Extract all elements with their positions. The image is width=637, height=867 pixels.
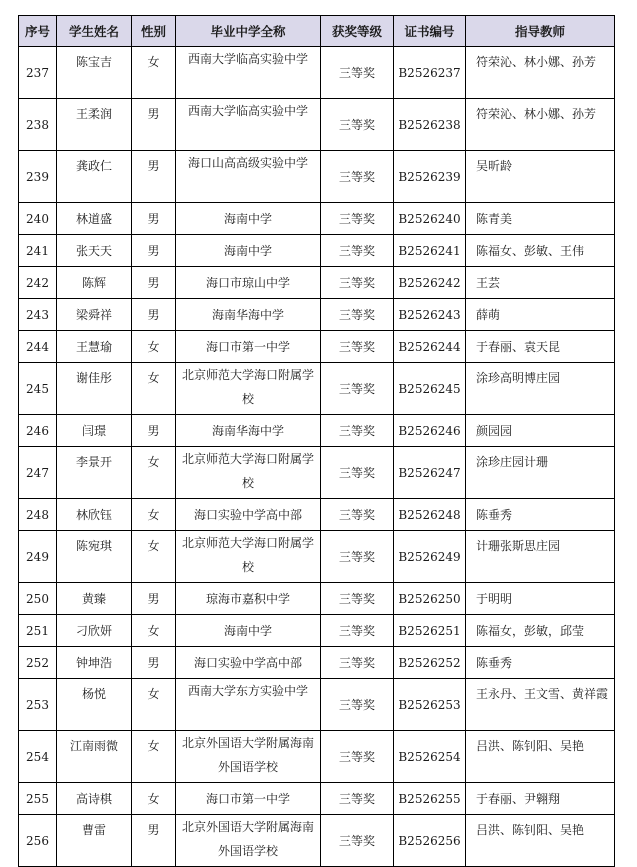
table-row [19, 583, 615, 615]
school-name: 海口山高高级实验中学 [176, 151, 321, 203]
school-name: 北京外国语大学附属海南外国语学校 [176, 815, 321, 867]
school-name: 西南大学东方实验中学 [176, 679, 321, 731]
table-row [19, 499, 615, 531]
student-name: 刁欣妍 [57, 615, 132, 647]
award-level: 三等奖 [321, 331, 394, 363]
table-row [19, 267, 615, 299]
award-level: 三等奖 [321, 203, 394, 235]
school-name: 海南中学 [176, 203, 321, 235]
row-number: 245 [19, 363, 57, 415]
header-school: 毕业中学全称 [176, 16, 321, 47]
student-name: 陈宛琪 [57, 531, 132, 583]
student-gender: 女 [132, 447, 176, 499]
teacher-names: 吕洪、陈钊阳、吴艳 [466, 731, 615, 783]
student-name: 杨悦 [57, 679, 132, 731]
award-level: 三等奖 [321, 531, 394, 583]
student-name: 黄臻 [57, 583, 132, 615]
table-row [19, 415, 615, 447]
student-name: 陈辉 [57, 267, 132, 299]
student-name: 王慧瑜 [57, 331, 132, 363]
certificate-number: B2526254 [394, 731, 466, 783]
student-gender: 男 [132, 583, 176, 615]
row-number: 246 [19, 415, 57, 447]
student-gender: 女 [132, 499, 176, 531]
certificate-number: B2526251 [394, 615, 466, 647]
teacher-names: 陈垂秀 [466, 499, 615, 531]
award-level: 三等奖 [321, 615, 394, 647]
teacher-names: 王永丹、王文雪、黄祥霞 [466, 679, 615, 731]
school-name: 海南华海中学 [176, 415, 321, 447]
certificate-number: B2526248 [394, 499, 466, 531]
school-name: 海南中学 [176, 615, 321, 647]
certificate-number: B2526249 [394, 531, 466, 583]
school-name: 海口实验中学高中部 [176, 647, 321, 679]
table-row [19, 331, 615, 363]
teacher-names: 计珊张斯思庄园 [466, 531, 615, 583]
table-row [19, 99, 615, 151]
table-row [19, 731, 615, 783]
student-gender: 女 [132, 615, 176, 647]
student-name: 高诗棋 [57, 783, 132, 815]
student-gender: 女 [132, 679, 176, 731]
row-number: 256 [19, 815, 57, 867]
row-number: 253 [19, 679, 57, 731]
row-number: 250 [19, 583, 57, 615]
teacher-names: 涂珍庄园计珊 [466, 447, 615, 499]
award-level: 三等奖 [321, 235, 394, 267]
student-name: 钟坤浩 [57, 647, 132, 679]
teacher-names: 陈青美 [466, 203, 615, 235]
student-gender: 女 [132, 331, 176, 363]
teacher-names: 陈福女、彭敏、王伟 [466, 235, 615, 267]
row-number: 255 [19, 783, 57, 815]
row-number: 254 [19, 731, 57, 783]
school-name: 北京师范大学海口附属学校 [176, 447, 321, 499]
teacher-names: 吴昕龄 [466, 151, 615, 203]
student-gender: 男 [132, 235, 176, 267]
row-number: 240 [19, 203, 57, 235]
school-name: 琼海市嘉积中学 [176, 583, 321, 615]
certificate-number: B2526252 [394, 647, 466, 679]
row-number: 248 [19, 499, 57, 531]
certificate-number: B2526242 [394, 267, 466, 299]
student-name: 林道盛 [57, 203, 132, 235]
header-cert: 证书编号 [394, 16, 466, 47]
row-number: 241 [19, 235, 57, 267]
student-gender: 男 [132, 203, 176, 235]
student-name: 李景开 [57, 447, 132, 499]
school-name: 海口市第一中学 [176, 783, 321, 815]
student-name: 林欣钰 [57, 499, 132, 531]
award-level: 三等奖 [321, 647, 394, 679]
table-row [19, 531, 615, 583]
table-row [19, 647, 615, 679]
student-gender: 女 [132, 363, 176, 415]
table-row [19, 47, 615, 99]
school-name: 西南大学临高实验中学 [176, 99, 321, 151]
student-gender: 女 [132, 731, 176, 783]
certificate-number: B2526244 [394, 331, 466, 363]
teacher-names: 于春丽、袁天昆 [466, 331, 615, 363]
school-name: 海口实验中学高中部 [176, 499, 321, 531]
row-number: 252 [19, 647, 57, 679]
certificate-number: B2526239 [394, 151, 466, 203]
table-body [19, 47, 615, 867]
row-number: 242 [19, 267, 57, 299]
student-name: 江南雨微 [57, 731, 132, 783]
certificate-number: B2526245 [394, 363, 466, 415]
table-row [19, 235, 615, 267]
student-name: 张天天 [57, 235, 132, 267]
school-name: 海南华海中学 [176, 299, 321, 331]
award-level: 三等奖 [321, 447, 394, 499]
teacher-names: 符荣沁、林小娜、孙芳 [466, 47, 615, 99]
row-number: 237 [19, 47, 57, 99]
teacher-names: 陈垂秀 [466, 647, 615, 679]
student-gender: 女 [132, 47, 176, 99]
award-table [18, 15, 615, 867]
row-number: 244 [19, 331, 57, 363]
student-name: 陈宝吉 [57, 47, 132, 99]
table-row [19, 363, 615, 415]
school-name: 西南大学临高实验中学 [176, 47, 321, 99]
student-gender: 男 [132, 647, 176, 679]
header-no: 序号 [19, 16, 57, 47]
certificate-number: B2526255 [394, 783, 466, 815]
award-level: 三等奖 [321, 47, 394, 99]
student-gender: 女 [132, 783, 176, 815]
certificate-number: B2526256 [394, 815, 466, 867]
header-row [19, 16, 615, 47]
award-level: 三等奖 [321, 151, 394, 203]
award-level: 三等奖 [321, 679, 394, 731]
table-row [19, 679, 615, 731]
award-level: 三等奖 [321, 583, 394, 615]
award-level: 三等奖 [321, 363, 394, 415]
header-award: 获奖等级 [321, 16, 394, 47]
header-teacher: 指导教师 [466, 16, 615, 47]
award-level: 三等奖 [321, 267, 394, 299]
school-name: 海口市第一中学 [176, 331, 321, 363]
row-number: 249 [19, 531, 57, 583]
student-gender: 男 [132, 99, 176, 151]
award-level: 三等奖 [321, 415, 394, 447]
table-row [19, 299, 615, 331]
award-level: 三等奖 [321, 815, 394, 867]
award-list [18, 15, 615, 867]
teacher-names: 颜园园 [466, 415, 615, 447]
row-number: 243 [19, 299, 57, 331]
row-number: 238 [19, 99, 57, 151]
certificate-number: B2526243 [394, 299, 466, 331]
table-row [19, 783, 615, 815]
school-name: 海南中学 [176, 235, 321, 267]
row-number: 251 [19, 615, 57, 647]
teacher-names: 薛萌 [466, 299, 615, 331]
award-level: 三等奖 [321, 99, 394, 151]
teacher-names: 涂珍高明博庄园 [466, 363, 615, 415]
row-number: 239 [19, 151, 57, 203]
student-gender: 男 [132, 815, 176, 867]
certificate-number: B2526238 [394, 99, 466, 151]
school-name: 海口市琼山中学 [176, 267, 321, 299]
table-row [19, 815, 615, 867]
school-name: 北京师范大学海口附属学校 [176, 363, 321, 415]
teacher-names: 于明明 [466, 583, 615, 615]
teacher-names: 陈福女，彭敏，邱莹 [466, 615, 615, 647]
row-number: 247 [19, 447, 57, 499]
teacher-names: 吕洪、陈钊阳、吴艳 [466, 815, 615, 867]
certificate-number: B2526253 [394, 679, 466, 731]
student-gender: 男 [132, 415, 176, 447]
header-gender: 性别 [132, 16, 176, 47]
teacher-names: 王芸 [466, 267, 615, 299]
certificate-number: B2526241 [394, 235, 466, 267]
student-name: 曹雷 [57, 815, 132, 867]
teacher-names: 符荣沁、林小娜、孙芳 [466, 99, 615, 151]
student-name: 闫璟 [57, 415, 132, 447]
award-level: 三等奖 [321, 731, 394, 783]
student-name: 王柔润 [57, 99, 132, 151]
teacher-names: 于春丽、尹翱翔 [466, 783, 615, 815]
table-row [19, 615, 615, 647]
award-level: 三等奖 [321, 499, 394, 531]
student-gender: 男 [132, 151, 176, 203]
award-level: 三等奖 [321, 299, 394, 331]
certificate-number: B2526246 [394, 415, 466, 447]
student-name: 梁舜祥 [57, 299, 132, 331]
table-row [19, 203, 615, 235]
header-name: 学生姓名 [57, 16, 132, 47]
table-row [19, 447, 615, 499]
award-level: 三等奖 [321, 783, 394, 815]
school-name: 北京师范大学海口附属学校 [176, 531, 321, 583]
certificate-number: B2526240 [394, 203, 466, 235]
certificate-number: B2526250 [394, 583, 466, 615]
student-gender: 女 [132, 531, 176, 583]
certificate-number: B2526247 [394, 447, 466, 499]
certificate-number: B2526237 [394, 47, 466, 99]
student-gender: 男 [132, 267, 176, 299]
table-row [19, 151, 615, 203]
student-name: 谢佳彤 [57, 363, 132, 415]
student-name: 龚政仁 [57, 151, 132, 203]
student-gender: 男 [132, 299, 176, 331]
school-name: 北京外国语大学附属海南外国语学校 [176, 731, 321, 783]
